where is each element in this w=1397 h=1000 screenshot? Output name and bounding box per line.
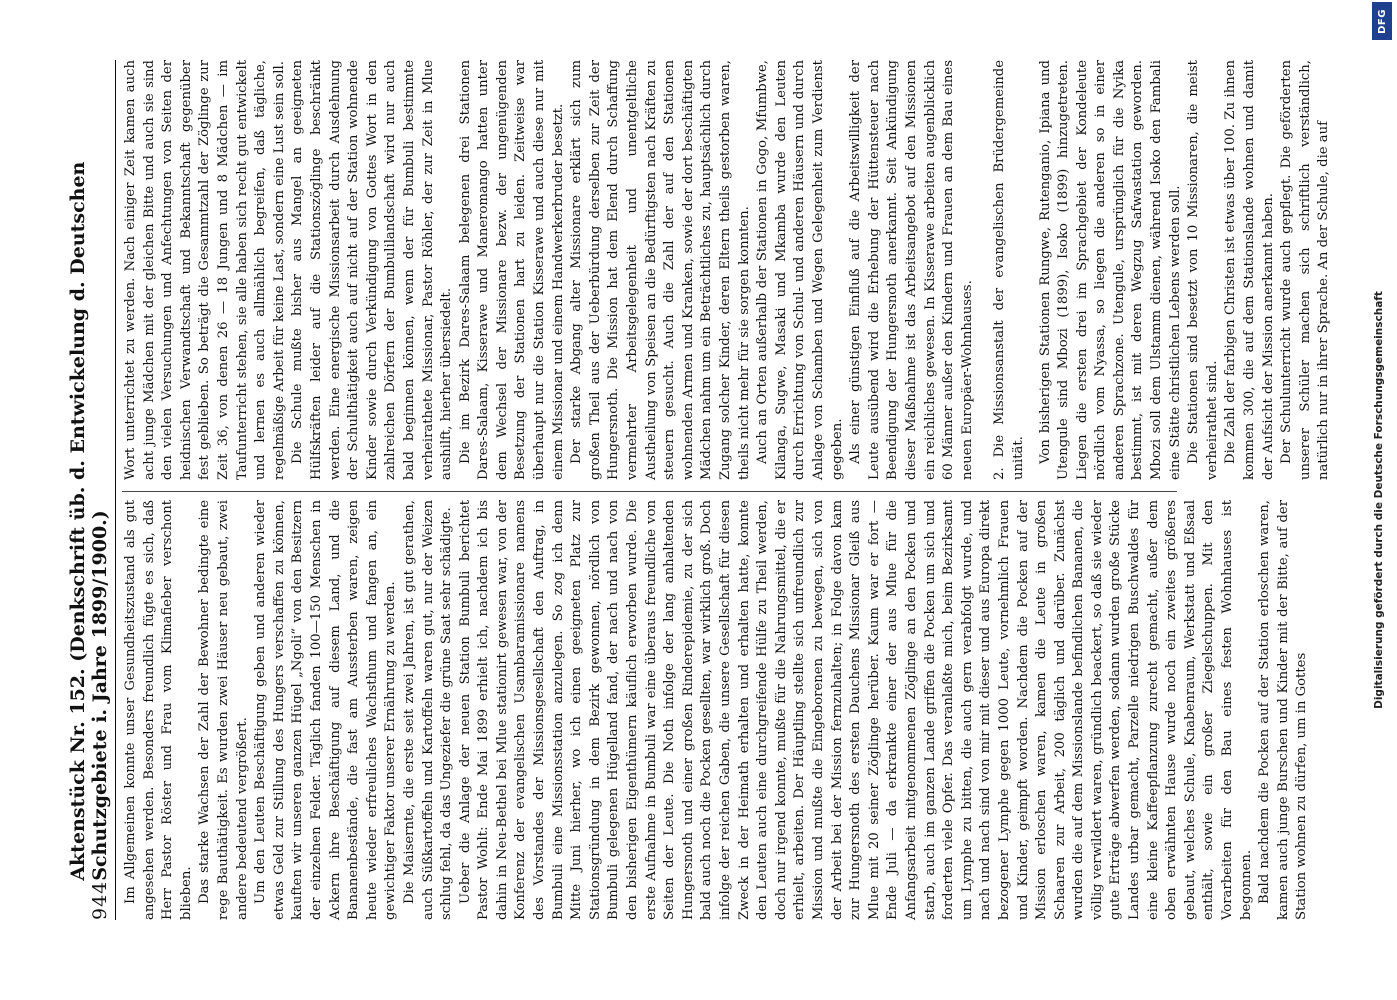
paragraph: Die Zahl der farbigen Christen ist etwas über 100. Zu ihnen kommen 300, die auf dem Stationslande wohnen und damit der Aufsicht der Mission anerkannt haben. [1223, 60, 1276, 480]
section-heading: 2. Die Missionsanstalt der evangelischen Brüdergemeinde unität. [992, 60, 1026, 480]
paragraph: Das starke Wachsen der Zahl der Bewohner bedingte eine rege Bauthätigkeit. Es wurden zwei Häuser neu gebaut, zwei andere bedeutend vergrößert. [197, 500, 250, 920]
column-divider [122, 491, 1177, 492]
paragraph: Bald nachdem die Pocken auf der Station erloschen waren, kamen auch junge Burschen und Kinder mit der Bitte, auf der Station wohnen zu dürfen, um in Gottes [1257, 500, 1310, 920]
digitization-note-text: Digitalisierung gefördert durch die Deutsche Forschungsgemeinschaft [1373, 291, 1385, 709]
page-title: Aktenstück Nr. 152. (Denkschrift üb. d. Entwickelung d. Deutschen Schutzgebiete i. Jahre 1899/1900.) [67, 161, 111, 881]
paragraph: Um den Leuten Beschäftigung geben und anderen wieder etwas Geld zur Stillung des Hungers verschaffen zu können, kauften wir unseren ganzen Hügel „Ngoli“ von den Besitzern der einzelnen Felder. Täglich fanden 100—150 Menschen in Ackern ihre Beschäftigung auf diesem Land, und die Bananenbestände, die fast am Aussterben waren, zeigen heute wieder erfreuliches Wachsthum und fangen an, ein gewichtiger Faktor unserer Ernährung zu werden. [253, 500, 399, 920]
paragraph: Die Maisernte, die erste seit zwei Jahren, ist gut gerathen, auch Süßkartoffeln und Kartoffeln waren gut, nur der Weizen schlug fehl, da das Ungeziefer die grüne Saat sehr schädigte. [401, 500, 455, 920]
paragraph: Als einer günstigen Einfluß auf die Arbeitswilligkeit der Leute ausübend wird die Erhebung der Hüttensteuer nach Beendigung der Hungersnoth anerkannt. Seit Ankündigung dieser Maßnahme ist das Arbeitsangebot auf den Missionen ein reichliches gewesen. In Kisserawe arbeiten augenblicklich 60 Männer außer den Kindern und Frauen an dem Bau eines neuen Europäer-Wohnhauses. [848, 60, 975, 480]
paragraph: Ueber die Anlage der neuen Station Bumbuli berichtet Pastor Wohlt: Ende Mai 1899 erhielt ich, nachdem ich bis dahin in Neu-Bethel bei Mlue stationirt gewesen war, von der Konferenz der evangelischen Usambaramissionare namens des Vorstandes der Missionsgesellschaft den Auftrag, in Bumbuli eine Missionsstation anzulegen. So zog ich denn Mitte Juni hierher, wo ich einen geeigneten Platz zur Stationsgründung in dem Bezirk gewonnen, nördlich von Bumbuli gelegenen Hügelland fand, der nach und nach von den bisherigen Eigenthümern käuflich erworben wurde. Die erste Aufnahme in Bumbuli war eine überaus freundliche von Seiten der Leute. Die Noth infolge der lang anhaltenden Hungersnoth und einer großen Rinderepidemie, zu der sich bald auch noch die Pocken gesellten, war wirklich groß. Doch infolge der reichen Gaben, die unsere Gesellschaft für diesen Zweck in der Heimath erhalten und erhalten hatte, konnte den Leuten auch eine durchgreifende Hülfe zu Theil werden, doch nur irgend konnte, mußte für die Nahrungsmittel, die er erhielt, arbeiten. Der Häuptling stellte sich unfreundlich zur Mission und mußte die Eingeborenen zu bewegen, sich von der Arbeit bei der Mission fernzuhalten; in Folge davon kam zur Hungersnoth des ersten Dauchens Missionar Gleiß aus Mlue mit 20 seiner Zöglinge herüber. Kaum war er fort — Ende Juli — da erkrankte einer der aus Mlue für die Anfangsarbeit mitgenommenen Zöglinge an den Pocken und starb, auch im ganzen Lande griffen die Pocken um sich und forderten viele Opfer. Das veranlaßte mich, beim Bezirksamt um Lymphe zu bitten, die auch gern verabfolgt wurde, und nach und nach sind von mir mit dieser und aus Europa direkt bezogener Lymphe gegen 1000 Leute, vornehmlich Frauen und Kinder, geimpft worden. Nachdem die Pocken auf der Mission erloschen waren, kamen die Leute in großen Schaaren zur Arbeit, 200 täglich und darüber. Zunächst wurden die auf dem Missionslande befindlichen Bananen, die völlig verwildert waren, gründlich beackert, so daß sie wieder gute Erträge abwerfen werden, sodann wurden große Stücke Landes urbar gemacht, Parzelle niedrigen Buschwaldes für eine kleine Kaffeepflanzung zurecht gemacht, außer dem oben erwähnten Hause wurde noch ein zweites größeres gebaut, welches Schule, Knabenraum, Werkstatt und Eßsaal enthält, sowie ein großer Ziegelschuppen. Mit den Vorarbeiten für den Bau eines festen Wohnhauses ist begonnen. [457, 500, 1254, 920]
paragraph: Im Allgemeinen konnte unser Gesundheitszustand als gut angesehen werden. Besonders freundlich fügte es sich, daß Herr Pastor Röster und Frau vom Klimafieber verschont blieben. [123, 500, 194, 920]
paragraph: Von bisherigen Stationen Rungwe, Rutenganio, Ipiana und Utengule sind Mbozi (1899), Isoko (1899) hinzugetreten. Liegen die ersten drei im Sprachgebiet der Kondeleute nördlich vom Nyassa, so liegen die anderen so in einer anderen Sprachzone. Utengule, ursprünglich für die Nyika bestimmt, ist mit deren Wegzug Safwastation geworden. Mbozi soll dem Ulstamm dienen, während Isoko den Fambali eine Stätte christlichen Lebens werden soll. [1037, 60, 1183, 480]
paragraph: Die Stationen sind besetzt von 10 Missionaren, die meist verheirathet sind. [1186, 60, 1220, 480]
paragraph: Der starke Abgang alter Missionare erklärt sich zum großen Theil aus der Ueberbürdung derselben zur Zeit der Hungersnoth. Die Mission hat dem Elend durch Schaffung vermehrter Arbeitsgelegenheit und unentgeltliche Austheilung von Speisen an die Bedürftigsten nach Kräften zu steuern gesucht. Auch die Zahl der auf den Stationen wohnenden Armen und Kranken, sowie der dort beschäftigten Mädchen nahm um ein Beträchtliches zu, hauptsächlich durch Zugang solcher Kinder, deren Eltern theils gestorben waren, theils nicht mehr für sie sorgen konnten. [569, 60, 752, 480]
digitization-note [1366, 4, 1392, 996]
paragraph: Die Schule mußte bisher aus Mangel an geeigneten Hülfskräften leider auf die Stationszöglinge beschränkt werden. Eine energische Missionsarbeit durch Ausdehnung der Schulthätigkeit auch auf nicht auf der Station wohnende Kinder sowie durch Verkündigung von Gottes Wort in den zahlreichen Dörfern der Bumbulilandschaft wird nur auch bald beginnen können, wenn der für Bumbuli bestimmte verheirathete Missionar, Pastor Röhler, der zur Zeit in Mlue aushilft, hierher übersiedelt. [290, 60, 455, 480]
paragraph: Der Schulunterricht wurde auch gepflegt. Die geförderten unserer Schüler machen sich schriftlich verständlich, natürlich nur in ihrer Sprache. An der Schule, die auf [1279, 60, 1332, 480]
page-number: 944 [89, 880, 111, 920]
paragraph: Wort unterrichtet zu werden. Nach einiger Zeit kamen auch acht junge Mädchen mit der gleichen Bitte und auch sie sind den vielen Versuchungen und Anfechtungen von Seiten der heidnischen Verwandtschaft und Bekanntschaft gegenüber fest geblieben. So beträgt die Gesammtzahl der Zöglinge zur Zeit 36, von denen 26 — 18 Jungen und 8 Mädchen — im Taufunterricht stehen, sie alle haben sich recht gut entwickelt und lernen es auch allmählich begreifen, daß tägliche, regelmäßige Arbeit für keine Last, sondern eine Lust sein soll. [123, 60, 287, 480]
right-column [122, 60, 1332, 480]
dfg-logo-text: DFG [1376, 8, 1388, 34]
page-header [67, 60, 116, 920]
paragraph: Auch an Orten außerhalb der Stationen in Gogo, Mfumbwe, Kilanga, Sugwe, Masaki und Mkamba wurde den Leuten durch Errichtung von Schul- und anderen Häusern und durch Anlage von Schamben und Wegen Gelegenheit zum Verdienst gegeben. [755, 60, 845, 480]
left-column [122, 500, 1310, 920]
paragraph: Die im Bezirk Dares-Salaam belegenen drei Stationen Dares-Salaam, Kisserawe und Maneromango hatten unter dem Wechsel der Missionare bezw. der ungenügenden Besetzung der Stationen hart zu leiden. Zeitweise war überhaupt nur die Station Kisserawe und auch diese nur mit einem Missionar und einem Handwerkerbruder besetzt. [457, 60, 566, 480]
dfg-logo [1372, 2, 1392, 40]
